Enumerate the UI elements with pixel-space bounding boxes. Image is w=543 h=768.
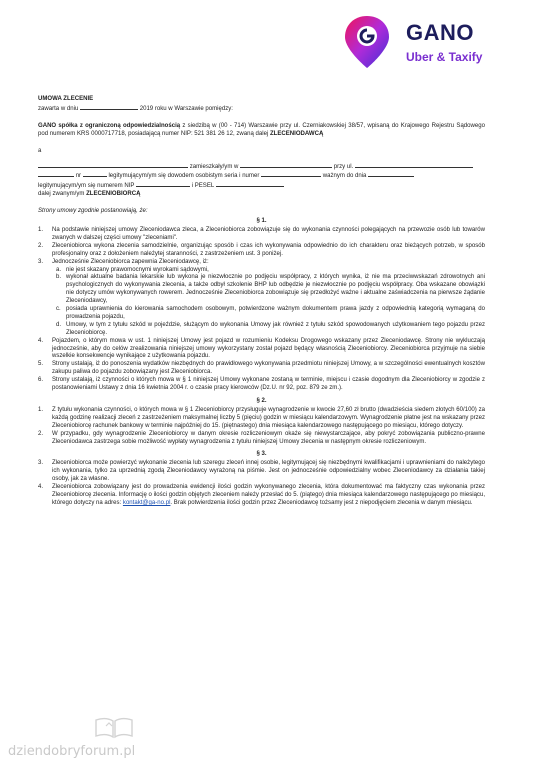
list-item: 4. Pojazdem, o którym mowa w ust. 1 niniejszej Umowy jest pojazd w rozumieniu Kodeksu Drogowego wskazany przez Zleceniodawcę. Strony nie wykluczają jednocześnie, aby do celów zrealizowania niniejszej umowy wykorzystany został pojazd będący własnością Zleceniobiorcy. Zleceniobiorca przyjmuje na siebie wszelkie konsekwencje wynikające z użytkowania pojazdu. (38, 337, 485, 360)
list-item: 5. Strony ustalają, iż do ponoszenia wydatków niezbędnych do prawidłowego wykonywania przedmiotu niniejszej Umowy, a w szczególności ewentualnych kosztów zakupu paliwa do pojazdu zobowiązany jest Zleceniobiorca. (38, 361, 485, 376)
book-watermark-icon (92, 712, 136, 740)
date-suffix: 2019 roku w Warszawie pomiędzy: (139, 105, 233, 112)
list-item: 1. Z tytułu wykonania czynności, o których mowa w § 1 Zleceniobiorcy przysługuje wynagrodzenie w kwocie 27,60 zł brutto (dwadzieścia siedem złotych 60/100) za każdą godzinę realizacji zleceń z zastrzeżeniem maksymalnej liczby 5 (pięciu) godzin w miesiącu kalendarzowym. Wynagrodzenie płatne jest na wskazany przez Zleceniobiorcę rachunek bankowy w terminie najpóźniej do 15. (piętnastego) dnia miesiąca kalendarzowego następującego po miesiącu, którego dotyczy. (38, 406, 485, 429)
list-item: 3. Jednocześnie Zleceniobiorca zapewnia Zleceniodawcę, iż: (38, 258, 209, 265)
section-1-heading: § 1. (256, 218, 267, 225)
party-two-role: ZLECENIOBIORCĄ (86, 191, 141, 198)
date-label: zawarta w dniu (38, 105, 79, 112)
residence-line (38, 162, 485, 172)
sub-list-item: a. nie jest skazany prawomocnymi wyrokami sądowymi, (56, 266, 209, 273)
name-blank (38, 162, 188, 168)
nip-blank (136, 181, 190, 187)
nip-label: legitymującym/ym się numerem NIP (38, 183, 135, 190)
logo-brand: GANO (406, 20, 474, 45)
valid-until-blank (368, 171, 414, 177)
party-two-prefix: dalej zwanym/ym (38, 191, 87, 198)
list-item: 3. Zleceniobiorca może powierzyć wykonanie zlecenia lub szeregu zleceń innej osobie, legitymującej się niezbędnymi kwalifikacjami i uprawnieniami do należytego ich wykonania, tylko za uprzednią zgodą Zleceniodawcy wyrażoną na piśmie. Jest on jednocześnie odpowiedzialny wobec Zleceniodawcy za działania takiej osoby, jak za własne. (38, 460, 485, 483)
logo-tagline: Uber & Taxify (406, 50, 483, 64)
id-nr-label: nr (75, 173, 82, 180)
city-blank (240, 162, 332, 168)
pesel-blank (216, 181, 284, 187)
party-one (38, 123, 485, 139)
sub-list-item: c. posiada uprawnienia do kierowania samochodem osobowym, potwierdzone ważnym dokumentem prawa jazdy z odpowiednią kategorią wymaganą do prowadzenia pojazdu, (56, 306, 485, 320)
id-label: legitymującym/ym się dowodem osobistym seria i numer (108, 173, 260, 180)
valid-until-label: ważnym do dnia (322, 173, 367, 180)
id-line (38, 171, 485, 181)
party-one-name: GANO spółka z ograniczoną odpowiedzialnością (38, 122, 181, 129)
contact-email-link[interactable]: kontakt@ga-no.pl (122, 499, 171, 506)
watermark-text: dziendobryforum.pl (8, 744, 136, 759)
nip-line (38, 181, 485, 191)
pesel-label: i PESEL (191, 183, 214, 190)
id-prefix-blank (38, 171, 74, 177)
residence-label: zamieszkały/ym w (189, 163, 239, 170)
and-label: a (38, 147, 42, 154)
list-item: 2. Zleceniobiorca wykona zlecenia samodzielnie, organizując sposób i czas ich wykonywania odpowiednio do ich charakteru oraz bieżących potrzeb, w sposób profesjonalny oraz z dołożeniem należytej staranności, z zastrzeżeniem ust. 3 poniżej. (38, 242, 485, 257)
party-one-details: z siedzibą w (00 - 714) Warszawie przy ul. Czerniakowskiej 38/57, wpisaną do Krajowego Rejestru Sądowego pod numerem KRS 0000717718, posiadającą numer NIP: 521 381 26 12, zwaną dalej (38, 122, 485, 137)
sub-list-item: d. Umowy, w tym z tytułu szkód w pojeździe, służącym do wykonania Umowy jak również z tytułu szkód spowodowanych użytkowaniem tego pojazdu przez Zleceniobiorcę. (56, 321, 485, 336)
id-nr-blank (83, 171, 107, 177)
list-item: 4. Zleceniobiorca zobowiązany jest do prowadzenia ewidencji ilości godzin wykonywanego zlecenia, która dokumentować ma faktyczny czas wykonania przez Zleceniobiorcę zlecenia. Informację o ilości godzin objętych zleceniem należy przesłać do 5. (piątego) dnia miesiąca kalendarzowego następującego po miesiącu, którego dotyczy na adres: kontakt@ga-no.pl. Brak potwierdzenia ilości godzin przez Zleceniodawcę tożsamy jest z niepodjęciem zlecenia w danym miesiącu. (38, 484, 485, 506)
section-2-heading: § 2. (256, 398, 267, 404)
list-item: 2. W przypadku, gdy wynagrodzenie Zleceniobiorcy w danym okresie rozliczeniowym okaże się niewystarczające, aby pokryć zobowiązania publiczno-prawne Zleceniodawca zastrzega sobie możliwość wypłaty wynagrodzenia z tytułu niniejszej Umowy zlecenia w następnym okresie rozliczeniowym. (38, 430, 485, 445)
contract-document (38, 96, 485, 508)
party-one-role: ZLECENIODAWCĄ (269, 130, 324, 137)
list-item: 1. Na podstawie niniejszej umowy Zleceniodawca zleca, a Zleceniobiorca zobowiązuje się do wykonania czynności polegających na przewozie osób lub towarów zwanych w dalszej części umowy "zleceniami". (38, 226, 485, 241)
list-item: 6. Strony ustalają, iż czynności o których mowa w § 1 niniejszej Umowy wykonane zostaną w terminie, miejscu i czasie dogodnym dla Zleceniobiorcy w zgodzie z postanowieniami Ustawy z dnia 16 kwietnia 2004 r. o czasie pracy kierowców (Dz.U. nr 92, poz. 879 ze zm.). (38, 377, 485, 392)
party-two (38, 191, 485, 199)
date-line (38, 104, 485, 114)
gano-logo (338, 12, 518, 76)
map-pin-logo-icon (338, 12, 396, 70)
intro-text: Strony umowy zgodnie postanowiają, że: (38, 208, 148, 215)
street-blank (355, 162, 473, 168)
sub-list-item: b. wykonał aktualne badania lekarskie lub wykona je niezwłocznie po podjęciu współpracy, z których wynika, iż nie ma przeciwwskazań zdrowotnych ani psychologicznych do wykonywania zlecenia, a także odbył szkolenie BHP lub odbędzie je niezwłocznie po podjęciu współpracy. Oba wskazane obowiązki nie dotyczy umów wykonywanych rowerem. Jednocześnie Zleceniobiorca zobowiązuje się przedłożyć ważne i aktualne zaświadczenia na pierwsze żądanie Zleceniodawcy, (56, 274, 485, 305)
section-3-heading: § 3. (256, 451, 267, 458)
id-number-blank (261, 171, 321, 177)
date-blank (80, 104, 138, 110)
document-title: UMOWA ZLECENIE (38, 96, 94, 102)
street-label: przy ul. (333, 163, 354, 170)
